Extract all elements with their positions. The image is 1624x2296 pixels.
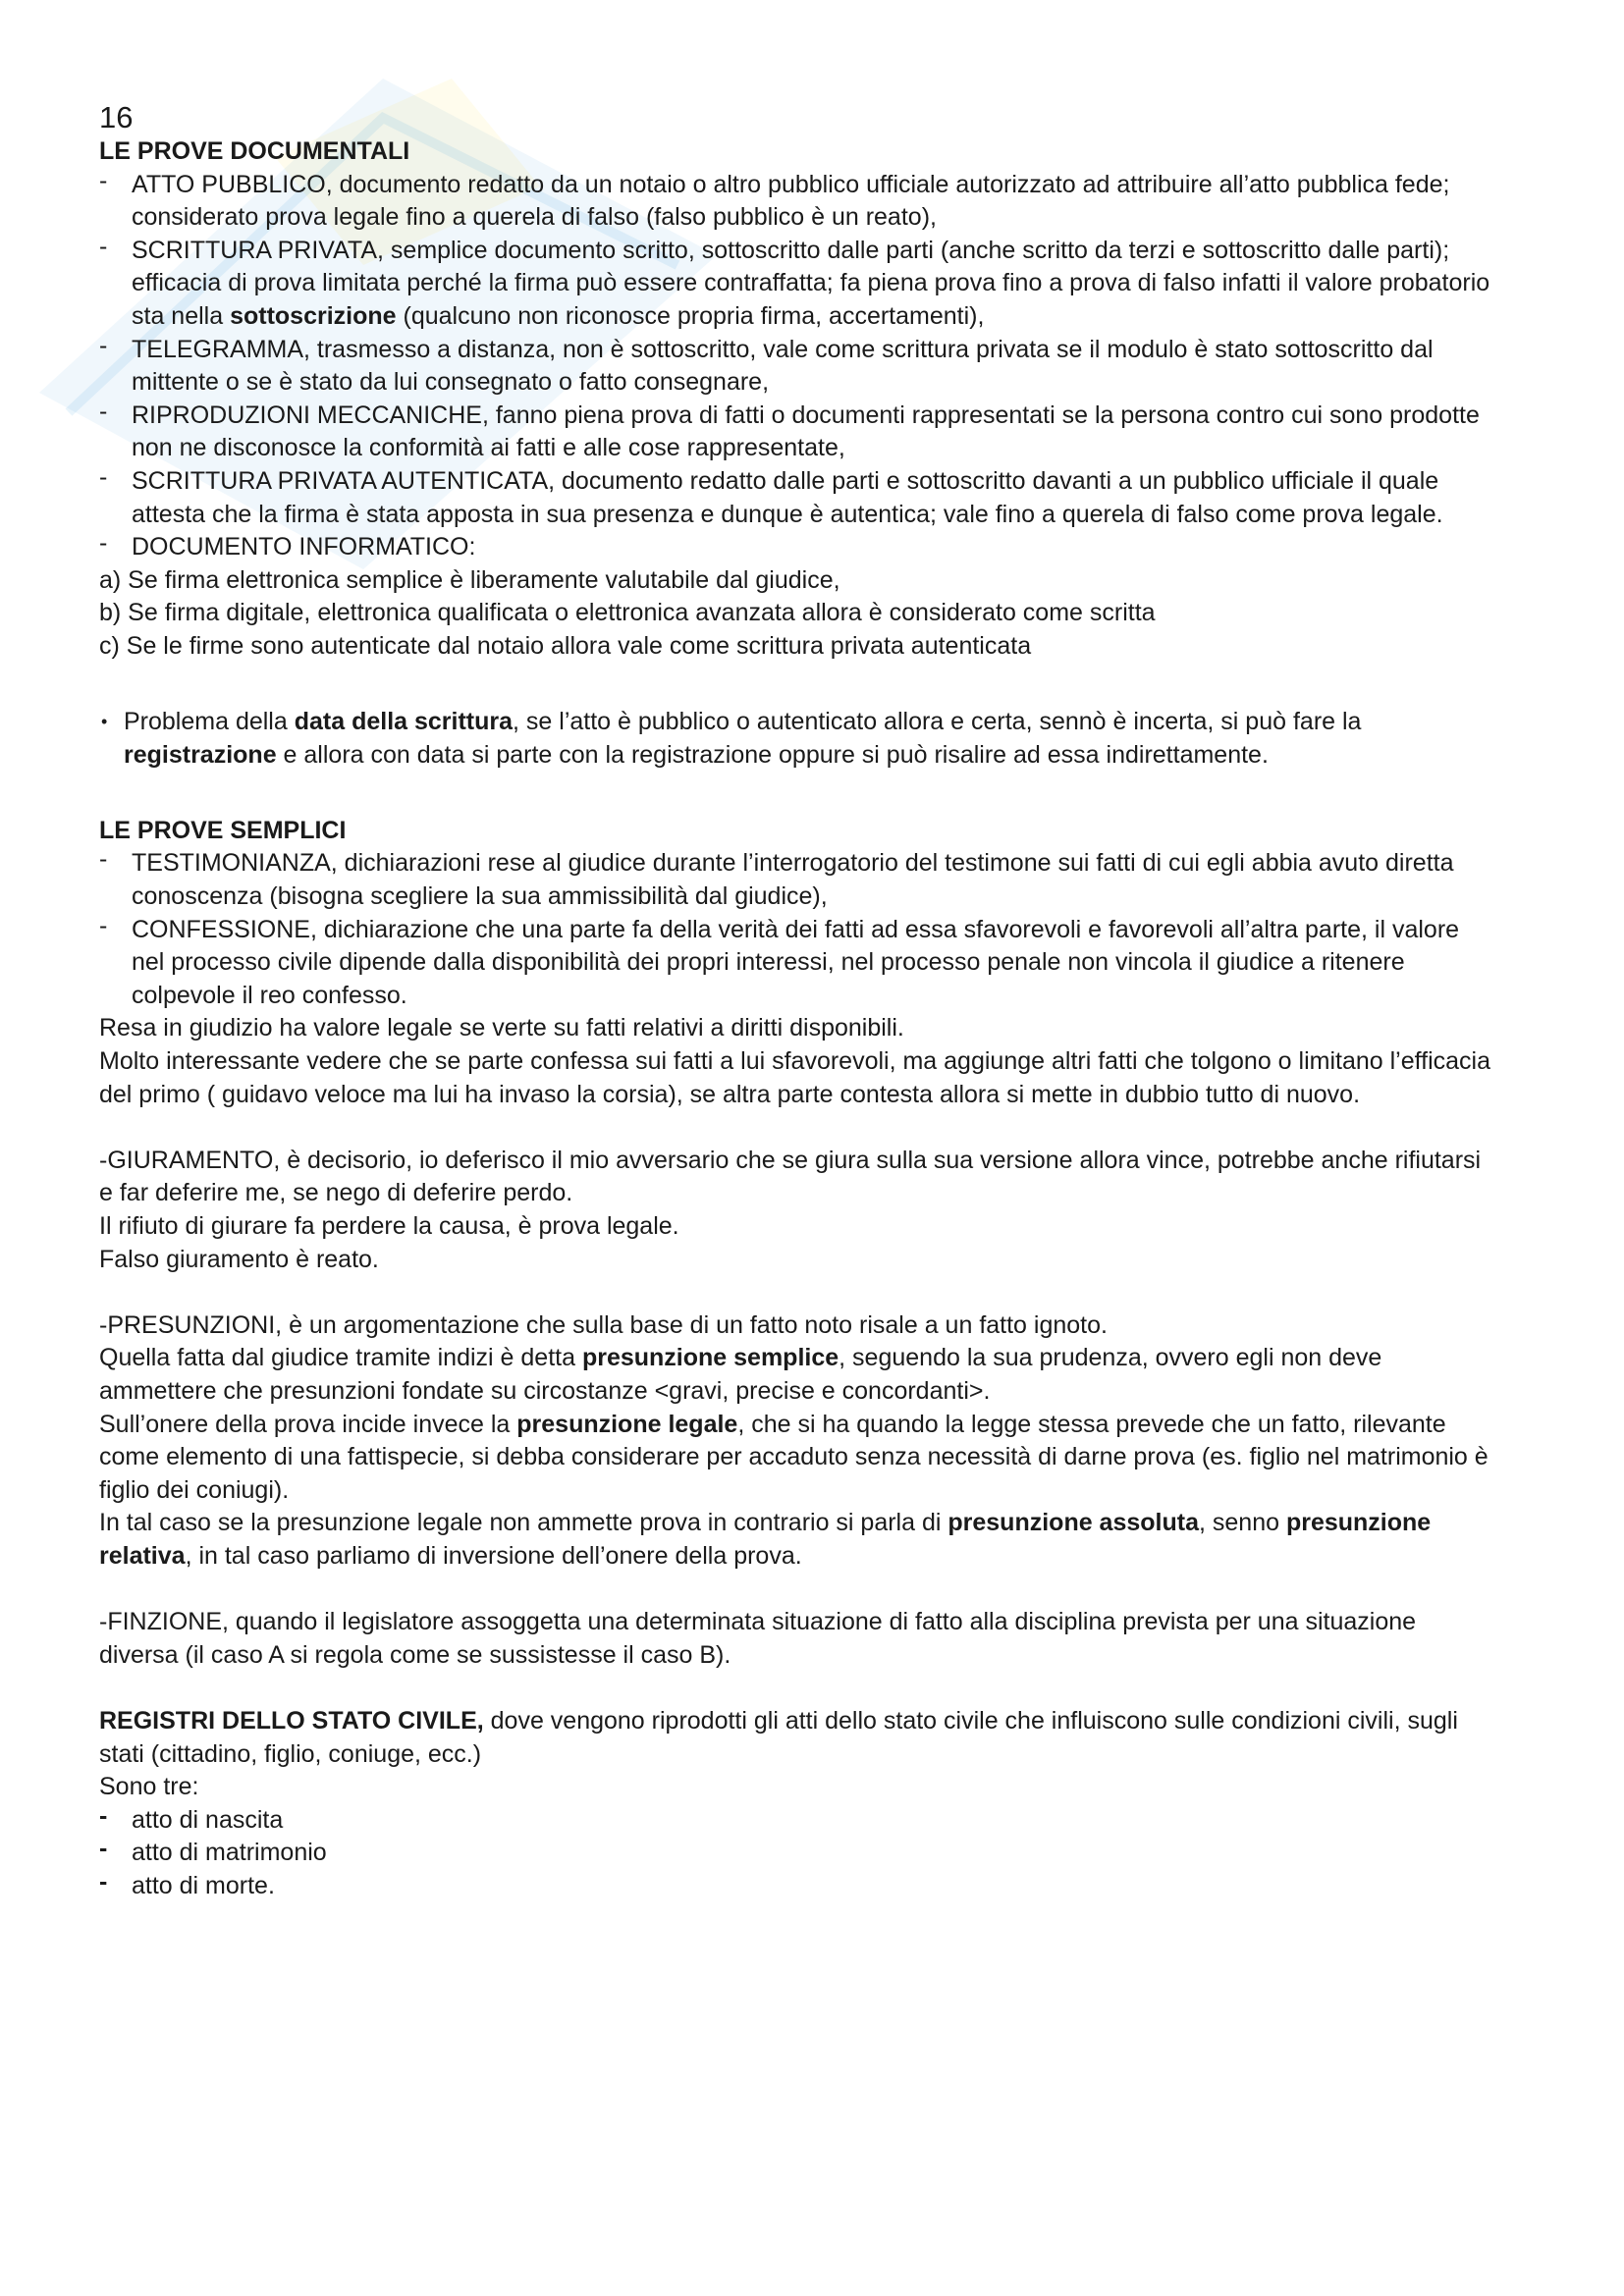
heading-prove-semplici: LE PROVE SEMPLICI <box>99 816 347 844</box>
heading-prove-documentali: LE PROVE DOCUMENTALI <box>99 137 410 165</box>
list-item-atto-morte: - atto di morte. <box>99 1870 1493 1903</box>
list-item-documento-informatico: - DOCUMENTO INFORMATICO: <box>99 531 1493 564</box>
paragraph-registri-stato-civile: REGISTRI DELLO STATO CIVILE, dove vengono riprodotti gli atti dello stato civile che influiscono sulle condizioni civili, sugli stati (cittadino, figlio, coniuge, ecc.) <box>99 1706 1458 1768</box>
list-item-confessione: - CONFESSIONE, dichiarazione che una parte fa della verità dei fatti ad essa sfavorevoli e favorevoli all’altra parte, il valore nel processo civile dipende dalla disponibilità dei propri interessi, nel processo penale non vincola il giudice a ritenere colpevole il reo confesso. <box>99 914 1493 1013</box>
paragraph-presunzione-assoluta: In tal caso se la presunzione legale non ammette prova in contrario si parla di presunzione assoluta, senno presunzione relativa, in tal caso parliamo di inversione dell’onere della prova. <box>99 1509 1432 1570</box>
list-item-testimonianza: - TESTIMONIANZA, dichiarazioni rese al giudice durante l’interrogatorio del testimone sui fatti di cui egli abbia avuto diretta conoscenza (bisogna scegliere la sua ammissibilità dal giudice), <box>99 847 1493 913</box>
list-item-atto-pubblico: - ATTO PUBBLICO, documento redatto da un notaio o altro pubblico ufficiale autorizzato ad attribuire all’atto pubblica fede; considerato prova legale fino a querela di falso (falso pubblico è un reato), <box>99 169 1493 235</box>
list-item-atto-matrimonio: - atto di matrimonio <box>99 1837 1493 1870</box>
document-page <box>99 100 1493 1902</box>
paragraph-finzione: -FINZIONE, quando il legislatore assoggetta una determinata situazione di fatto alla disciplina prevista per una situazione diversa (il caso A si regola come se sussistesse il caso B). <box>99 1608 1417 1669</box>
list-item-scrittura-privata: - SCRITTURA PRIVATA, semplice documento scritto, sottoscritto dalle parti (anche scritto da terzi e sottoscritto dalle parti); efficacia di prova limitata perché la firma può essere contraffatta; fa piena prova fino a prova di falso infatti il valore probatorio sta nella sottoscrizione (qualcuno non riconosce propria firma, accertamenti), <box>99 235 1493 334</box>
page-number: 16 <box>99 100 134 134</box>
sub-item-a: a) Se firma elettronica semplice è liberamente valutabile dal giudice, <box>99 565 840 594</box>
paragraph-rifiuto-giurare: Il rifiuto di giurare fa perdere la causa, è prova legale. <box>99 1212 679 1240</box>
paragraph-giuramento: -GIURAMENTO, è decisorio, io deferisco il mio avversario che se giura sulla sua versione allora vince, potrebbe anche rifiutarsi e far deferire me, se nego di deferire perdo. <box>99 1146 1482 1207</box>
paragraph-presunzione-semplice: Quella fatta dal giudice tramite indizi è detta presunzione semplice, seguendo la sua prudenza, ovvero egli non deve ammettere che presunzioni fondate su circostanze <gravi, precise e concordanti>. <box>99 1344 1382 1405</box>
bullet-data-scrittura: • Problema della data della scrittura, se l’atto è pubblico o autenticato allora e certa, sennò è incerta, si può fare la registrazione e allora con data si parte con la registrazione oppure si può risalire ad essa indirettamente. <box>99 706 1493 772</box>
paragraph-sono-tre: Sono tre: <box>99 1773 199 1801</box>
sub-item-b: b) Se firma digitale, elettronica qualificata o elettronica avanzata allora è considerato come scritta <box>99 599 1156 627</box>
sub-item-c: c) Se le firme sono autenticate dal notaio allora vale come scrittura privata autenticata <box>99 631 1032 660</box>
list-item-riproduzioni-meccaniche: - RIPRODUZIONI MECCANICHE, fanno piena prova di fatti o documenti rappresentati se la persona contro cui sono prodotte non ne disconosce la conformità ai fatti e alle cose rappresentate, <box>99 400 1493 465</box>
list-item-scrittura-autenticata: - SCRITTURA PRIVATA AUTENTICATA, documento redatto dalle parti e sottoscritto davanti a un pubblico ufficiale il quale attesta che la firma è stata apposta in sua presenza e dunque è autentica; vale fino a querela di falso come prova legale. <box>99 465 1493 531</box>
paragraph-presunzione-legale: Sull’onere della prova incide invece la presunzione legale, che si ha quando la legge stessa prevede che un fatto, rilevante come elemento di una fattispecie, si debba considerare per accaduto senza necessità di darne prova (es. figlio nel matrimonio è figlio dei coniugi). <box>99 1410 1489 1504</box>
paragraph-confessione-complessa: Molto interessante vedere che se parte confessa sui fatti a lui sfavorevoli, ma aggiunge altri fatti che tolgono o limitano l’efficacia del primo ( guidavo veloce ma lui ha invaso la corsia), se altra parte contesta allora si mette in dubbio tutto di nuovo. <box>99 1047 1490 1108</box>
paragraph-resa-in-giudizio: Resa in giudizio ha valore legale se verte su fatti relativi a diritti disponibili. <box>99 1014 904 1042</box>
list-item-telegramma: - TELEGRAMMA, trasmesso a distanza, non è sottoscritto, vale come scrittura privata se il modulo è stato sottoscritto dal mittente o se è stato da lui consegnato o fatto consegnare, <box>99 334 1493 400</box>
paragraph-presunzioni: -PRESUNZIONI, è un argomentazione che sulla base di un fatto noto risale a un fatto ignoto. <box>99 1310 1108 1339</box>
paragraph-falso-giuramento: Falso giuramento è reato. <box>99 1245 379 1273</box>
list-item-atto-nascita: - atto di nascita <box>99 1804 1493 1838</box>
